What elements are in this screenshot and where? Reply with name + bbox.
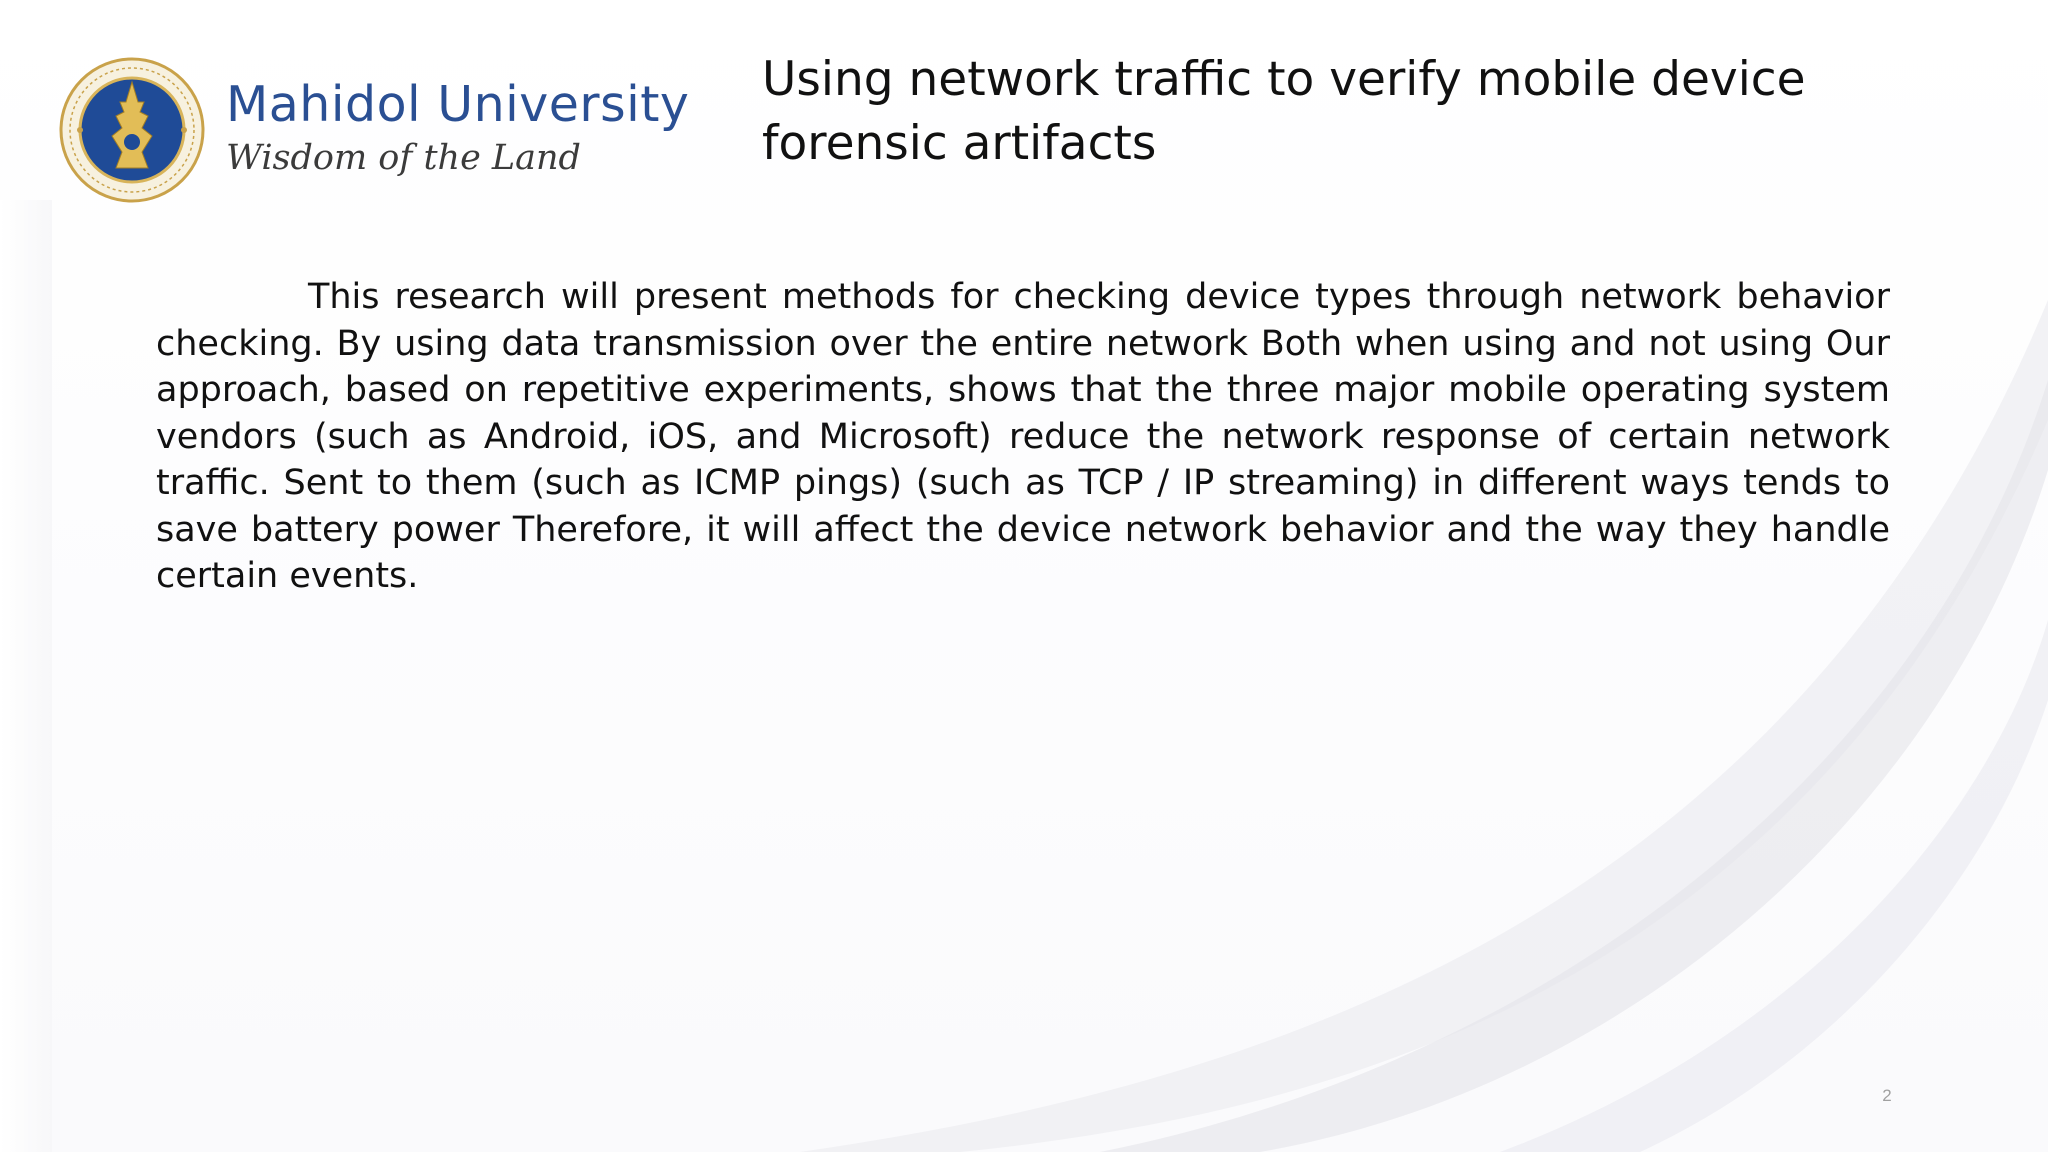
university-seal-icon (58, 56, 206, 204)
university-logo (58, 56, 690, 208)
university-name: Mahidol University (226, 76, 690, 133)
slide-title: Using network traffic to verify mobile device forensic artifacts (762, 52, 1806, 171)
page-number: 2 (1882, 1086, 1892, 1105)
university-motto: Wisdom of the Land (226, 138, 581, 178)
slide-body-text: This research will present methods for checking device types through network behavior checking. By using data transmission over the entire network Both when using and not using Our approach, based on repetitive experiments, shows that the three major mobile operating system vendors (such as Android, iOS, and Microsoft) reduce the network response of certain network traffic. Sent to them (such as ICMP pings) (such as TCP / IP streaming) in different ways tends to save battery power Therefore, it will affect the device network behavior and the way they handle certain events. (156, 277, 1890, 596)
